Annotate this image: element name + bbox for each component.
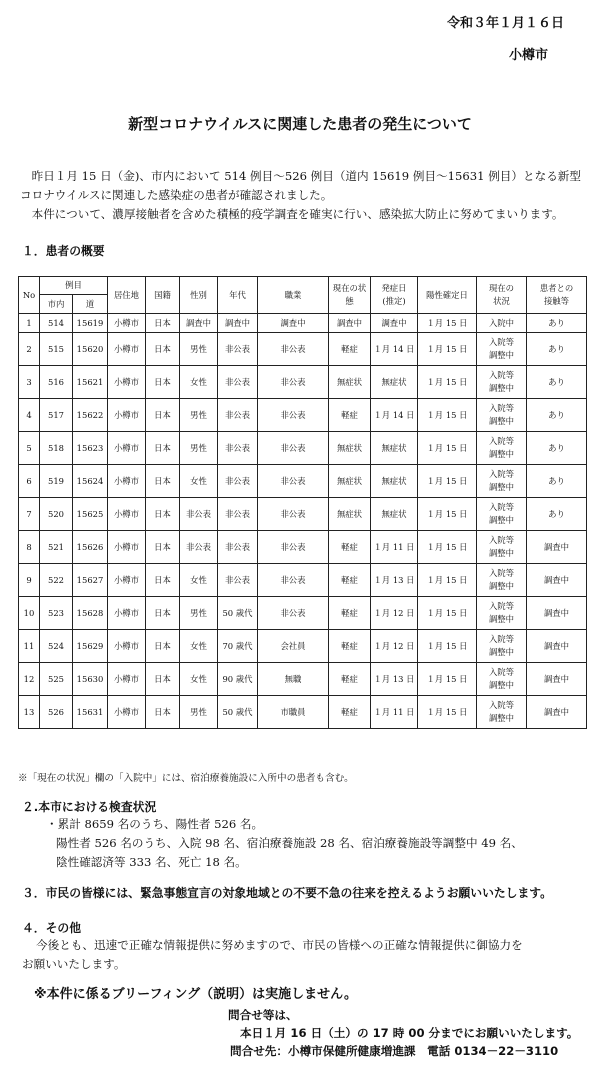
cell-sex: 非公表 <box>180 531 218 564</box>
cell-onset: 無症状 <box>371 498 418 531</box>
cell-residence: 小樽市 <box>108 564 146 597</box>
header-contact-line-2: 接触等 <box>543 296 570 306</box>
cell-case-pref: 15626 <box>73 531 108 564</box>
cell-status-line-1: 入院等 <box>488 469 515 479</box>
cell-condition: 軽症 <box>329 630 371 663</box>
cell-positive-date: １月 15 日 <box>418 531 477 564</box>
header-occupation: 職業 <box>258 277 329 314</box>
cell-sex: 女性 <box>180 630 218 663</box>
cell-contact: 調査中 <box>527 564 587 597</box>
cell-status-line-1: 入院中 <box>488 317 515 328</box>
table-row <box>19 663 587 696</box>
header-case-pref: 道 <box>73 295 108 314</box>
cell-contact: 調査中 <box>527 696 587 729</box>
cell-case-pref: 15623 <box>73 432 108 465</box>
section-4-title: ４．その他 <box>22 921 81 935</box>
cell-positive-date: １月 15 日 <box>418 498 477 531</box>
cell-case-pref: 15620 <box>73 333 108 366</box>
cell-condition: 軽症 <box>329 333 371 366</box>
header-current-status <box>477 277 527 314</box>
cell-sex: 男性 <box>180 696 218 729</box>
cell-nationality: 日本 <box>146 531 180 564</box>
cell-occupation: 非公表 <box>258 597 329 630</box>
cell-status-line-1: 入院等 <box>488 436 515 446</box>
cell-onset: １月 14 日 <box>371 399 418 432</box>
intro-paragraph-1: 昨日１月 15 日（金)、市内において 514 例目～526 例目（道内 15619 例目～15631 例目）となる新型 コロナウイルスに関連した感染症の患者が確認されました。 <box>20 169 581 202</box>
cell-occupation: 会社員 <box>258 630 329 663</box>
cell-nationality: 日本 <box>146 663 180 696</box>
cell-case-city: 518 <box>40 432 73 465</box>
testing-summary-line-2: 陽性者 526 名のうち、入院 98 名、宿泊療養施設 28 名、宿泊療養施設等調整中 49 名、 <box>56 836 523 850</box>
cell-residence: 小樽市 <box>108 333 146 366</box>
cell-contact: あり <box>527 498 587 531</box>
header-sex: 性別 <box>180 277 218 314</box>
cell-contact: あり <box>527 314 587 333</box>
cell-contact: 調査中 <box>527 630 587 663</box>
cell-onset: 調査中 <box>371 314 418 333</box>
cell-case-city: 524 <box>40 630 73 663</box>
cell-no: 6 <box>19 465 40 498</box>
cell-condition: 軽症 <box>329 696 371 729</box>
cell-status-line-1: 入院等 <box>488 568 515 578</box>
table-row <box>19 564 587 597</box>
cell-sex: 男性 <box>180 333 218 366</box>
cell-case-city: 514 <box>40 314 73 333</box>
cell-age: 50 歳代 <box>218 696 258 729</box>
testing-summary-line-1: ・累計 8659 名のうち、陽性者 526 名。 <box>46 817 264 831</box>
cell-contact: あり <box>527 366 587 399</box>
cell-status-line-1: 入院等 <box>488 337 515 347</box>
cell-residence: 小樽市 <box>108 663 146 696</box>
cell-occupation: 非公表 <box>258 498 329 531</box>
cell-status <box>477 366 527 399</box>
cell-status-line-1: 入院等 <box>488 634 515 644</box>
table-row <box>19 498 587 531</box>
cell-onset: 無症状 <box>371 465 418 498</box>
cell-case-pref: 15624 <box>73 465 108 498</box>
cell-residence: 小樽市 <box>108 498 146 531</box>
cell-age: 非公表 <box>218 465 258 498</box>
cell-condition: 調査中 <box>329 314 371 333</box>
cell-no: 1 <box>19 314 40 333</box>
cell-nationality: 日本 <box>146 314 180 333</box>
cell-status-line-1: 入院等 <box>488 535 515 545</box>
cell-positive-date: １月 15 日 <box>418 663 477 696</box>
cell-age: 非公表 <box>218 531 258 564</box>
header-residence: 居住地 <box>108 277 146 314</box>
contact-line-1: 問合せ等は、 <box>228 1008 298 1022</box>
cell-case-pref: 15629 <box>73 630 108 663</box>
cell-occupation: 市職員 <box>258 696 329 729</box>
cell-positive-date: １月 15 日 <box>418 432 477 465</box>
cell-positive-date: １月 15 日 <box>418 696 477 729</box>
cell-contact: あり <box>527 432 587 465</box>
cell-status-line-2: 調整中 <box>488 647 515 657</box>
cell-case-city: 519 <box>40 465 73 498</box>
cell-positive-date: １月 15 日 <box>418 597 477 630</box>
cell-positive-date: １月 15 日 <box>418 465 477 498</box>
header-current-condition <box>329 277 371 314</box>
cell-occupation: 非公表 <box>258 399 329 432</box>
cell-status-line-2: 調整中 <box>488 713 515 723</box>
header-current-status-line-2: 状況 <box>493 296 510 306</box>
cell-status-line-2: 調整中 <box>488 482 515 492</box>
cell-case-city: 515 <box>40 333 73 366</box>
table-row <box>19 333 587 366</box>
cell-nationality: 日本 <box>146 597 180 630</box>
cell-no: 5 <box>19 432 40 465</box>
header-onset-line-2: (推定) <box>382 296 406 306</box>
cell-case-city: 520 <box>40 498 73 531</box>
cell-condition: 無症状 <box>329 465 371 498</box>
cell-no: 7 <box>19 498 40 531</box>
section-3-title: ３．市民の皆様には、緊急事態宣言の対象地域との不要不急の往来を控えるようお願いいたします。 <box>22 886 552 900</box>
cell-case-pref: 15631 <box>73 696 108 729</box>
cell-onset: １月 13 日 <box>371 663 418 696</box>
cell-condition: 軽症 <box>329 531 371 564</box>
cell-occupation: 無職 <box>258 663 329 696</box>
cell-case-pref: 15628 <box>73 597 108 630</box>
cell-sex: 女性 <box>180 663 218 696</box>
table-row <box>19 630 587 663</box>
cell-age: 50 歳代 <box>218 597 258 630</box>
cell-case-city: 521 <box>40 531 73 564</box>
cell-occupation: 非公表 <box>258 366 329 399</box>
table-row <box>19 465 587 498</box>
cell-no: 12 <box>19 663 40 696</box>
cell-status-line-2: 調整中 <box>488 515 515 525</box>
cell-case-city: 525 <box>40 663 73 696</box>
cell-age: 非公表 <box>218 432 258 465</box>
cell-status-line-2: 調整中 <box>488 614 515 624</box>
table-row <box>19 366 587 399</box>
cell-no: 8 <box>19 531 40 564</box>
cell-status-line-1: 入院等 <box>488 601 515 611</box>
cell-sex: 調査中 <box>180 314 218 333</box>
cell-age: 調査中 <box>218 314 258 333</box>
cell-sex: 男性 <box>180 432 218 465</box>
cell-nationality: 日本 <box>146 366 180 399</box>
header-contact-line-1: 患者との <box>539 283 574 293</box>
cell-contact: あり <box>527 465 587 498</box>
cell-onset: １月 11 日 <box>371 696 418 729</box>
patient-table-body <box>19 314 587 729</box>
cell-residence: 小樽市 <box>108 531 146 564</box>
cell-contact: 調査中 <box>527 663 587 696</box>
cell-no: 4 <box>19 399 40 432</box>
cell-age: 非公表 <box>218 399 258 432</box>
cell-status-line-2: 調整中 <box>488 416 515 426</box>
cell-occupation: 非公表 <box>258 465 329 498</box>
cell-status <box>477 630 527 663</box>
cell-residence: 小樽市 <box>108 597 146 630</box>
cell-status <box>477 498 527 531</box>
cell-contact: あり <box>527 399 587 432</box>
cell-age: 非公表 <box>218 498 258 531</box>
cell-positive-date: １月 15 日 <box>418 630 477 663</box>
cell-case-city: 523 <box>40 597 73 630</box>
cell-positive-date: １月 15 日 <box>418 399 477 432</box>
cell-status-line-1: 入院等 <box>488 667 515 677</box>
cell-case-pref: 15625 <box>73 498 108 531</box>
cell-case-city: 522 <box>40 564 73 597</box>
cell-no: 11 <box>19 630 40 663</box>
cell-case-pref: 15627 <box>73 564 108 597</box>
header-positive-date: 陽性確定日 <box>418 277 477 314</box>
table-row <box>19 597 587 630</box>
section-1-title: １．患者の概要 <box>22 244 105 258</box>
cell-condition: 軽症 <box>329 597 371 630</box>
header-current-condition-line-1: 現在の状 <box>332 283 367 293</box>
cell-age: 70 歳代 <box>218 630 258 663</box>
cell-nationality: 日本 <box>146 333 180 366</box>
cell-no: 10 <box>19 597 40 630</box>
cell-condition: 無症状 <box>329 432 371 465</box>
contact-line-2: 本日１月 16 日（土）の 17 時 00 分までにお願いいたします。 <box>240 1026 579 1040</box>
cell-status-line-1: 入院等 <box>488 502 515 512</box>
cell-residence: 小樽市 <box>108 630 146 663</box>
cell-age: 非公表 <box>218 564 258 597</box>
table-row <box>19 696 587 729</box>
cell-status <box>477 663 527 696</box>
cell-sex: 男性 <box>180 597 218 630</box>
cell-positive-date: １月 15 日 <box>418 314 477 333</box>
cell-sex: 女性 <box>180 366 218 399</box>
header-case-city: 市内 <box>40 295 73 314</box>
cell-residence: 小樽市 <box>108 314 146 333</box>
cell-status-line-2: 調整中 <box>488 680 515 690</box>
cell-case-pref: 15619 <box>73 314 108 333</box>
cell-status-line-2: 調整中 <box>488 548 515 558</box>
cell-nationality: 日本 <box>146 564 180 597</box>
cell-no: 3 <box>19 366 40 399</box>
cell-nationality: 日本 <box>146 465 180 498</box>
cell-status-line-2: 調整中 <box>488 383 515 393</box>
briefing-notice: ※本件に係るブリーフィング（説明）は実施しません。 <box>34 987 357 1002</box>
contact-line-3: 問合せ先：小樽市保健所健康増進課 電話 0134－22－3110 <box>230 1044 559 1058</box>
cell-condition: 軽症 <box>329 399 371 432</box>
cell-condition: 無症状 <box>329 498 371 531</box>
testing-summary-line-3: 陰性確認済等 333 名、死亡 18 名。 <box>56 855 247 869</box>
cell-nationality: 日本 <box>146 630 180 663</box>
cell-onset: 無症状 <box>371 432 418 465</box>
cell-status-line-1: 入院等 <box>488 403 515 413</box>
cell-nationality: 日本 <box>146 432 180 465</box>
cell-status-line-1: 入院等 <box>488 700 515 710</box>
cell-positive-date: １月 15 日 <box>418 333 477 366</box>
cell-contact: 調査中 <box>527 597 587 630</box>
cell-sex: 非公表 <box>180 498 218 531</box>
cell-onset: １月 13 日 <box>371 564 418 597</box>
cell-condition: 軽症 <box>329 564 371 597</box>
table-row <box>19 314 587 333</box>
table-row <box>19 399 587 432</box>
cell-nationality: 日本 <box>146 696 180 729</box>
section-2-title: ２.本市における検査状況 <box>22 800 157 814</box>
cell-sex: 女性 <box>180 465 218 498</box>
cell-status <box>477 531 527 564</box>
cell-status <box>477 432 527 465</box>
header-current-condition-line-2: 態 <box>345 296 354 306</box>
header-age: 年代 <box>218 277 258 314</box>
header-onset <box>371 277 418 314</box>
cell-occupation: 非公表 <box>258 333 329 366</box>
cell-nationality: 日本 <box>146 399 180 432</box>
cell-sex: 女性 <box>180 564 218 597</box>
cell-onset: 無症状 <box>371 366 418 399</box>
document-title: 新型コロナウイルスに関連した患者の発生について <box>128 115 472 133</box>
cell-case-pref: 15630 <box>73 663 108 696</box>
cell-onset: １月 14 日 <box>371 333 418 366</box>
section-4-line-1: 今後とも、迅速で正確な情報提供に努めますので、市民の皆様への正確な情報提供に御協力を <box>36 938 523 952</box>
cell-residence: 小樽市 <box>108 366 146 399</box>
cell-positive-date: １月 15 日 <box>418 564 477 597</box>
cell-positive-date: １月 15 日 <box>418 366 477 399</box>
header-contact <box>527 277 587 314</box>
cell-status-line-2: 調整中 <box>488 449 515 459</box>
cell-condition: 軽症 <box>329 663 371 696</box>
section-4-line-2: お願いいたします。 <box>22 957 126 971</box>
cell-occupation: 非公表 <box>258 564 329 597</box>
cell-age: 非公表 <box>218 366 258 399</box>
issuer-city: 小樽市 <box>508 48 548 63</box>
header-case: 例目 <box>40 277 108 295</box>
cell-residence: 小樽市 <box>108 465 146 498</box>
cell-residence: 小樽市 <box>108 432 146 465</box>
cell-contact: あり <box>527 333 587 366</box>
cell-case-pref: 15621 <box>73 366 108 399</box>
cell-status-line-2: 調整中 <box>488 350 515 360</box>
header-current-status-line-1: 現在の <box>488 283 515 293</box>
cell-status <box>477 333 527 366</box>
cell-case-city: 526 <box>40 696 73 729</box>
cell-status <box>477 597 527 630</box>
cell-sex: 男性 <box>180 399 218 432</box>
table-row <box>19 531 587 564</box>
cell-status <box>477 696 527 729</box>
cell-status-line-2: 調整中 <box>488 581 515 591</box>
cell-status-line-1: 入院等 <box>488 370 515 380</box>
cell-condition: 無症状 <box>329 366 371 399</box>
cell-status <box>477 465 527 498</box>
cell-occupation: 非公表 <box>258 531 329 564</box>
intro-paragraph-2: 本件について、濃厚接触者を含めた積極的疫学調査を確実に行い、感染拡大防止に努めてまいります。 <box>20 207 564 221</box>
cell-no: 13 <box>19 696 40 729</box>
cell-status <box>477 314 527 333</box>
header-onset-line-1: 発症日 <box>381 283 407 293</box>
cell-status <box>477 564 527 597</box>
cell-age: 90 歳代 <box>218 663 258 696</box>
cell-occupation: 非公表 <box>258 432 329 465</box>
cell-case-city: 517 <box>40 399 73 432</box>
header-nationality: 国籍 <box>146 277 180 314</box>
cell-age: 非公表 <box>218 333 258 366</box>
header-no: No <box>19 277 40 314</box>
table-row <box>19 432 587 465</box>
cell-no: 2 <box>19 333 40 366</box>
cell-no: 9 <box>19 564 40 597</box>
cell-case-city: 516 <box>40 366 73 399</box>
cell-occupation: 調査中 <box>258 314 329 333</box>
cell-status <box>477 399 527 432</box>
cell-contact: 調査中 <box>527 531 587 564</box>
patient-table <box>18 276 587 729</box>
cell-onset: １月 11 日 <box>371 531 418 564</box>
cell-onset: １月 12 日 <box>371 630 418 663</box>
cell-onset: １月 12 日 <box>371 597 418 630</box>
cell-nationality: 日本 <box>146 498 180 531</box>
cell-residence: 小樽市 <box>108 696 146 729</box>
document-date: 令和３年１月１６日 <box>446 16 564 31</box>
cell-residence: 小樽市 <box>108 399 146 432</box>
table-note: ※「現在の状況」欄の「入院中」には、宿泊療養施設に入所中の患者も含む。 <box>18 773 354 784</box>
cell-case-pref: 15622 <box>73 399 108 432</box>
